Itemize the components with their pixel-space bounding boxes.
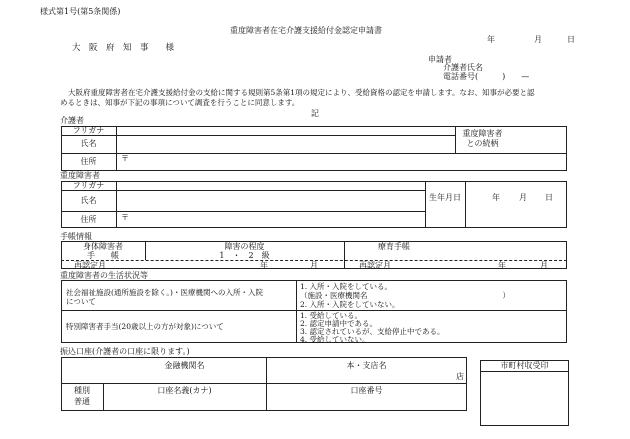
recheck-month: 月 (310, 261, 318, 270)
applicant-heading: 申請者 (428, 55, 452, 64)
recheck2-month: 月 (540, 261, 548, 270)
birth-month: 月 (519, 193, 527, 202)
bank-branch-label: 本・支店名 (346, 361, 387, 370)
account-type-label: 種別 (74, 386, 90, 395)
disabled-postal-mark: 〒 (121, 213, 129, 222)
physical-techo-line1: 身体障害者 (83, 242, 123, 251)
account-holder-label: 口座名義(カナ) (157, 386, 212, 395)
account-number-label: 口座番号 (350, 386, 383, 395)
caregiver-name-label: 氏名 (80, 139, 97, 148)
welfare-question-line2: について (66, 297, 96, 306)
bank-section-label: 振込口座(介護者の口座に限ります。) (60, 347, 190, 356)
allowance-option-4: 4. 受給していない。 (300, 335, 370, 344)
date-month: 月 (534, 35, 542, 44)
caregiver-furigana-label: フリガナ (72, 126, 105, 135)
ki-label: 記 (311, 109, 319, 118)
grade-header: 障害の程度 (224, 242, 265, 251)
caregiver-address-label: 住所 (80, 157, 97, 166)
disabled-table (61, 181, 567, 228)
welfare-option-1: 1. 入所・入院をしている。 (300, 282, 393, 291)
applicant-name-label: 介護者氏名 (443, 63, 483, 72)
account-type-value: 普通 (74, 397, 90, 406)
intro-line-1: 大阪府重度障害者在宅介護支援給付金の支給に関する規則第5条第1項の規定により、受給資格の認定を申請します。なお、知事が必要と認 (68, 88, 535, 97)
allowance-option-1: 1. 受給している。 (300, 311, 363, 320)
intro-line-2: めるときは、知事が下記の事項について調査を行うことに同意します。 (60, 98, 300, 107)
allowance-option-2: 2. 認定申請中である。 (300, 319, 378, 328)
caregiver-relation-line2: との続柄 (466, 139, 499, 148)
disabled-address-label: 住所 (80, 215, 97, 224)
welfare-question-line1: 社会福祉施設(通所施設を除く。)・医療機関への入所・入院 (66, 288, 263, 297)
physical-techo-line2: 手 帳 (87, 251, 119, 260)
disabled-name-label: 氏名 (80, 196, 97, 205)
form-number: 様式第1号(第5条関係) (40, 7, 121, 16)
allowance-option-3: 3. 認定されているが、支給停止中である。 (300, 327, 445, 336)
living-section-label: 重度障害者の生活状況等 (60, 271, 148, 280)
form-title: 重度障害者在宅介護支援給付金認定申請書 (230, 26, 382, 35)
caregiver-section-label: 介護者 (60, 116, 84, 125)
recheck2-year: 年 (498, 261, 506, 270)
bank-institution-label: 金融機関名 (164, 361, 205, 370)
caregiver-relation-field[interactable] (512, 127, 566, 153)
recheck2-label: 再認定月 (359, 261, 391, 270)
caregiver-postal-mark: 〒 (121, 154, 129, 163)
date-day: 日 (567, 35, 575, 44)
bank-branch-suffix: 店 (456, 372, 464, 381)
allowance-question: 特別障害者手当(20歳以上の方が対象)について (66, 322, 224, 331)
welfare-option-2: 2. 入所・入院をしていない。 (300, 300, 400, 309)
applicant-phone-label: 電話番号( ) — (443, 72, 530, 81)
birthdate-label: 生年月日 (429, 193, 461, 202)
techo-section-label: 手帳情報 (60, 232, 92, 241)
disabled-section-label: 重度障害者 (60, 171, 100, 180)
caregiver-relation-line1: 重度障害者 (462, 129, 503, 138)
grade-options: 1 ・ 2 級 (219, 251, 270, 260)
date-year: 年 (487, 35, 495, 44)
receipt-stamp-label: 市町村収受印 (500, 361, 549, 370)
addressee: 大 阪 府 知 事 様 (72, 43, 175, 53)
recheck-year: 年 (260, 261, 268, 270)
birth-year: 年 (492, 193, 500, 202)
ryoiku-techo-label: 療育手帳 (378, 242, 410, 251)
disabled-furigana-label: フリガナ (72, 181, 105, 190)
birth-day: 日 (545, 193, 553, 202)
recheck-label: 再認定月 (74, 261, 106, 270)
welfare-facility-name: （施設・医療機関名 ） (300, 291, 510, 300)
